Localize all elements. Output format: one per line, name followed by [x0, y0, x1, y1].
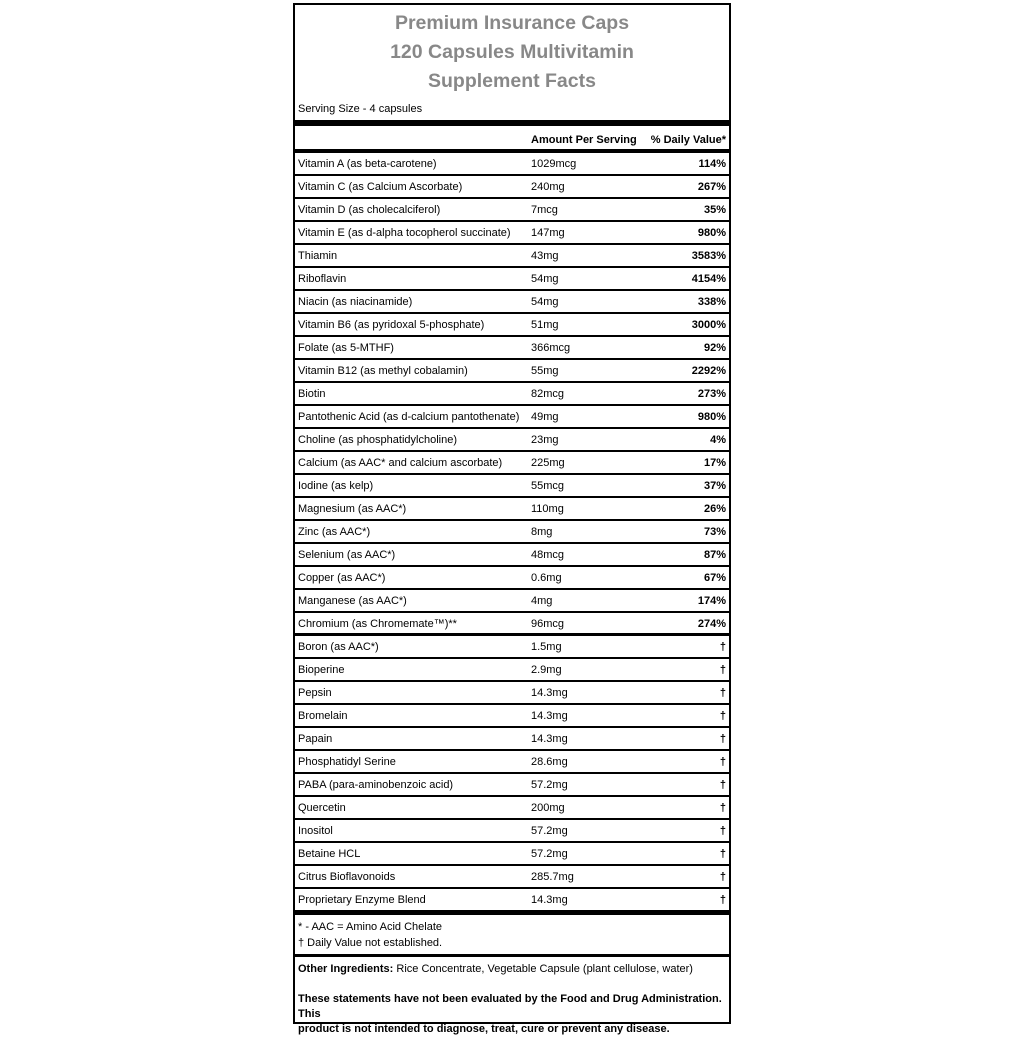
nutrient-amount: 23mg: [531, 434, 559, 446]
nutrient-daily-value: †: [719, 687, 726, 699]
nutrient-row: [295, 843, 729, 866]
nutrient-name: Chromium (as Chromemate™)**: [298, 618, 457, 630]
nutrient-amount: 55mg: [531, 365, 559, 377]
nutrient-name: Thiamin: [298, 250, 338, 262]
nutrient-daily-value: 92%: [703, 342, 726, 354]
nutrient-row: [295, 705, 729, 728]
nutrient-row: [295, 222, 729, 245]
nutrient-daily-value: 37%: [703, 480, 726, 492]
nutrient-name: Selenium (as AAC*): [298, 549, 396, 561]
nutrient-amount: 57.2mg: [531, 779, 568, 791]
nutrient-amount: 55mcg: [531, 480, 565, 492]
nutrient-row: [295, 866, 729, 889]
nutrient-name: Boron (as AAC*): [298, 641, 379, 653]
nutrient-row: [295, 337, 729, 360]
nutrient-daily-value: 35%: [703, 204, 726, 216]
nutrient-row: [295, 590, 729, 613]
serving-size: Serving Size - 4 capsules: [298, 103, 423, 115]
nutrient-daily-value: 73%: [703, 526, 726, 538]
nutrient-row: [295, 383, 729, 406]
nutrient-name: Choline (as phosphatidylcholine): [298, 434, 457, 446]
nutrient-amount: 225mg: [531, 457, 565, 469]
nutrient-daily-value: 17%: [703, 457, 726, 469]
nutrient-daily-value: †: [719, 779, 726, 791]
nutrient-daily-value: 980%: [697, 411, 726, 423]
nutrient-daily-value: 87%: [703, 549, 726, 561]
nutrient-daily-value: †: [719, 894, 726, 906]
nutrient-daily-value: †: [719, 664, 726, 676]
nutrient-amount: 2.9mg: [531, 664, 562, 676]
nutrient-daily-value: 338%: [697, 296, 726, 308]
nutrient-amount: 1.5mg: [531, 641, 562, 653]
product-count: 120 Capsules Multivitamin: [390, 41, 634, 63]
label-header: [295, 5, 729, 120]
nutrient-amount: 200mg: [531, 802, 565, 814]
aac-footnote: * - AAC = Amino Acid Chelate: [298, 921, 442, 933]
nutrient-name: Bioperine: [298, 664, 345, 676]
nutrient-daily-value: †: [719, 733, 726, 745]
nutrient-daily-value: †: [719, 825, 726, 837]
nutrient-table: [295, 153, 729, 913]
nutrient-row: [295, 636, 729, 659]
nutrient-name: Citrus Bioflavonoids: [298, 871, 396, 883]
nutrient-daily-value: †: [719, 710, 726, 722]
nutrient-daily-value: 2292%: [691, 365, 726, 377]
nutrient-amount: 147mg: [531, 227, 565, 239]
nutrient-amount: 7mcg: [531, 204, 558, 216]
nutrient-daily-value: 980%: [697, 227, 726, 239]
product-name: Premium Insurance Caps: [394, 12, 630, 34]
nutrient-row: [295, 751, 729, 774]
nutrient-amount: 54mg: [531, 296, 559, 308]
nutrient-daily-value: †: [719, 641, 726, 653]
nutrient-name: Niacin (as niacinamide): [298, 296, 413, 308]
nutrient-row: [295, 774, 729, 797]
nutrient-amount: 14.3mg: [531, 733, 568, 745]
nutrient-daily-value: 3583%: [691, 250, 726, 262]
nutrient-name: Phosphatidyl Serine: [298, 756, 396, 768]
nutrient-daily-value: 273%: [697, 388, 726, 400]
nutrient-row: [295, 268, 729, 291]
nutrient-name: Bromelain: [298, 710, 348, 722]
nutrient-amount: 1029mcg: [531, 158, 577, 170]
nutrient-amount: 8mg: [531, 526, 553, 538]
nutrient-name: Vitamin B6 (as pyridoxal 5-phosphate): [298, 319, 485, 331]
nutrient-row: [295, 682, 729, 705]
nutrient-name: Riboflavin: [298, 273, 347, 285]
nutrient-daily-value: 174%: [697, 595, 726, 607]
nutrient-name: Folate (as 5-MTHF): [298, 342, 394, 354]
nutrient-name: Vitamin B12 (as methyl cobalamin): [298, 365, 468, 377]
nutrient-amount: 57.2mg: [531, 848, 568, 860]
nutrient-row: [295, 820, 729, 843]
nutrient-amount: 57.2mg: [531, 825, 568, 837]
nutrient-name: Papain: [298, 733, 333, 745]
other-ingredients-label: Other Ingredients:: [298, 963, 394, 975]
nutrient-name: Inositol: [298, 825, 333, 837]
nutrient-daily-value: 114%: [698, 158, 726, 170]
nutrient-name: Quercetin: [298, 802, 346, 814]
nutrient-amount: 49mg: [531, 411, 559, 423]
nutrient-daily-value: 274%: [697, 618, 726, 630]
nutrient-row: [295, 498, 729, 521]
nutrient-row: [295, 475, 729, 498]
nutrient-row: [295, 360, 729, 383]
nutrient-daily-value: †: [719, 848, 726, 860]
nutrient-amount: 110mg: [531, 503, 564, 515]
nutrient-daily-value: 4%: [710, 434, 726, 446]
other-ingredients: [295, 957, 729, 975]
nutrient-name: Biotin: [298, 388, 326, 400]
nutrient-amount: 43mg: [531, 250, 559, 262]
nutrient-row: [295, 567, 729, 590]
nutrient-row: [295, 314, 729, 337]
nutrient-daily-value: 267%: [697, 181, 726, 193]
nutrient-amount: 366mcg: [531, 342, 571, 354]
nutrient-row: [295, 659, 729, 682]
nutrient-amount: 48mcg: [531, 549, 565, 561]
nutrient-row: [295, 291, 729, 314]
footnotes: [295, 913, 729, 957]
fda-statement-line-2: product is not intended to diagnose, treat, cure or prevent any disease.: [298, 1023, 670, 1035]
nutrient-row: [295, 521, 729, 544]
nutrient-name: Betaine HCL: [298, 848, 361, 860]
nutrient-amount: 0.6mg: [531, 572, 562, 584]
title-block: [295, 5, 729, 96]
nutrient-name: Magnesium (as AAC*): [298, 503, 407, 515]
nutrient-daily-value: †: [719, 871, 726, 883]
nutrient-row: [295, 797, 729, 820]
nutrient-amount: 54mg: [531, 273, 559, 285]
nutrient-name: Manganese (as AAC*): [298, 595, 407, 607]
fda-statement-line-1: These statements have not been evaluated by the Food and Drug Administration. This: [298, 993, 722, 1020]
dagger-footnote: † Daily Value not established.: [298, 936, 443, 949]
nutrient-amount: 240mg: [531, 181, 565, 193]
nutrient-name: Calcium (as AAC* and calcium ascorbate): [298, 457, 503, 469]
nutrient-amount: 14.3mg: [531, 894, 568, 906]
nutrient-name: Pantothenic Acid (as d-calcium pantothenate): [298, 411, 520, 423]
nutrient-amount: 285.7mg: [531, 871, 574, 883]
nutrient-row: [295, 452, 729, 475]
nutrient-name: Proprietary Enzyme Blend: [298, 894, 426, 906]
daily-value-column-header: % Daily Value*: [650, 134, 726, 146]
nutrient-daily-value: 4154%: [691, 273, 726, 285]
nutrient-name: Pepsin: [298, 687, 332, 699]
nutrient-amount: 51mg: [531, 319, 559, 331]
nutrient-daily-value: †: [719, 756, 726, 768]
nutrient-amount: 4mg: [531, 595, 553, 607]
nutrient-amount: 28.6mg: [531, 756, 568, 768]
nutrient-row: [295, 889, 729, 912]
nutrient-row: [295, 245, 729, 268]
nutrient-amount: 96mcg: [531, 618, 565, 630]
nutrient-name: PABA (para-aminobenzoic acid): [298, 779, 454, 791]
nutrient-daily-value: †: [719, 802, 726, 814]
fda-statement: [295, 975, 729, 1037]
other-ingredients-text: Rice Concentrate, Vegetable Capsule (plant cellulose, water): [393, 963, 693, 975]
nutrient-row: [295, 199, 729, 222]
nutrient-row: [295, 429, 729, 452]
nutrient-name: Vitamin C (as Calcium Ascorbate): [298, 181, 463, 193]
nutrient-name: Copper (as AAC*): [298, 572, 386, 584]
nutrient-daily-value: 3000%: [691, 319, 726, 331]
nutrient-row: [295, 544, 729, 567]
nutrient-amount: 14.3mg: [531, 687, 568, 699]
nutrient-row: [295, 728, 729, 751]
nutrient-name: Zinc (as AAC*): [298, 526, 371, 538]
nutrient-name: Vitamin A (as beta-carotene): [298, 158, 437, 170]
facts-heading: Supplement Facts: [428, 70, 596, 92]
nutrient-row: [295, 406, 729, 429]
nutrient-name: Vitamin E (as d-alpha tocopherol succinate): [298, 227, 511, 239]
column-header-row: [295, 126, 729, 153]
nutrient-daily-value: 26%: [703, 503, 726, 515]
nutrient-amount: 14.3mg: [531, 710, 568, 722]
nutrient-row: [295, 176, 729, 199]
amount-column-header: Amount Per Serving: [531, 134, 637, 146]
nutrient-row: [295, 613, 729, 636]
supplement-facts-panel: [293, 3, 731, 1035]
nutrient-name: Vitamin D (as cholecalciferol): [298, 204, 441, 216]
nutrient-name: Iodine (as kelp): [298, 480, 374, 492]
nutrient-row: [295, 153, 729, 176]
nutrient-daily-value: 67%: [703, 572, 726, 584]
nutrient-amount: 82mcg: [531, 388, 565, 400]
